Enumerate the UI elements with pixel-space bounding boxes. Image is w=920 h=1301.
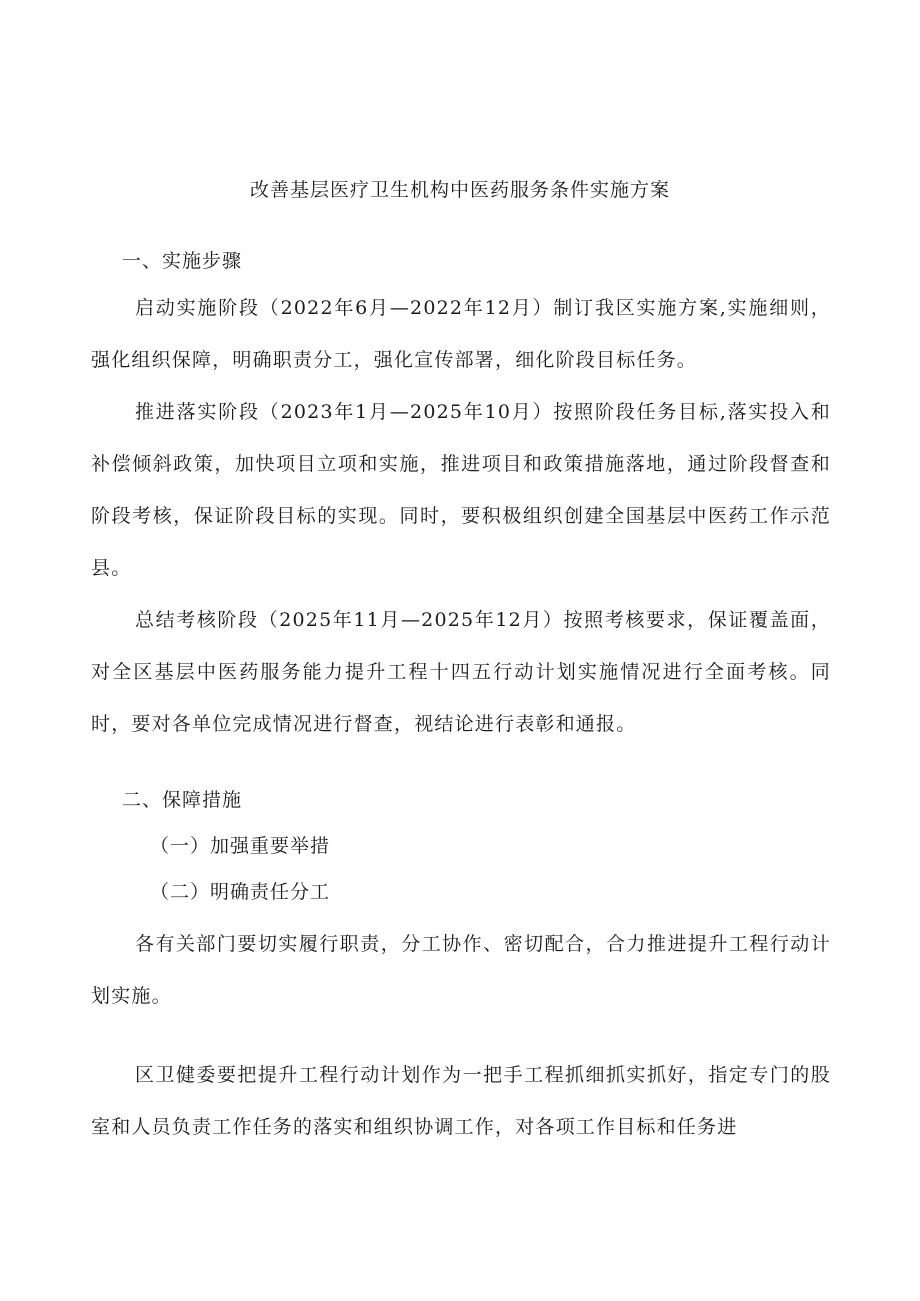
paragraph-implementation-phase: 推进落实阶段（2023年1月—2025年10月）按照阶段任务目标,落实投入和补偿倾斜政策，加快项目立项和实施，推进项目和政策措施落地，通过阶段督查和阶段考核，保证阶段目标的实现。同时，要积极组织创建全国基层中医药工作示范县。	[91, 401, 831, 579]
document-title: 改善基层医疗卫生机构中医药服务条件实施方案	[249, 179, 670, 201]
paragraph-departments: 各有关部门要切实履行职责，分工协作、密切配合，合力推进提升工程行动计划实施。	[91, 933, 831, 1007]
paragraph-summary-phase: 总结考核阶段（2025年11月—2025年12月）按照考核要求，保证覆盖面，对全区基层中医药服务能力提升工程十四五行动计划实施情况进行全面考核。同时，要对各单位完成情况进行督查，视结论进行表彰和通报。	[91, 609, 831, 735]
section-heading-steps: 一、实施步骤	[122, 250, 243, 272]
paragraph-launch-phase: 启动实施阶段（2022年6月—2022年12月）制订我区实施方案,实施细则，强化组织保障，明确职责分工，强化宣传部署，细化阶段目标任务。	[91, 297, 831, 371]
subheading-key-measures: （一）加强重要举措	[150, 835, 331, 857]
section-heading-safeguards: 二、保障措施	[122, 789, 243, 811]
subheading-responsibility: （二）明确责任分工	[150, 881, 331, 903]
paragraph-health-committee: 区卫健委要把提升工程行动计划作为一把手工程抓细抓实抓好，指定专门的股室和人员负责工作任务的落实和组织协调工作，对各项工作目标和任务进	[91, 1064, 831, 1138]
